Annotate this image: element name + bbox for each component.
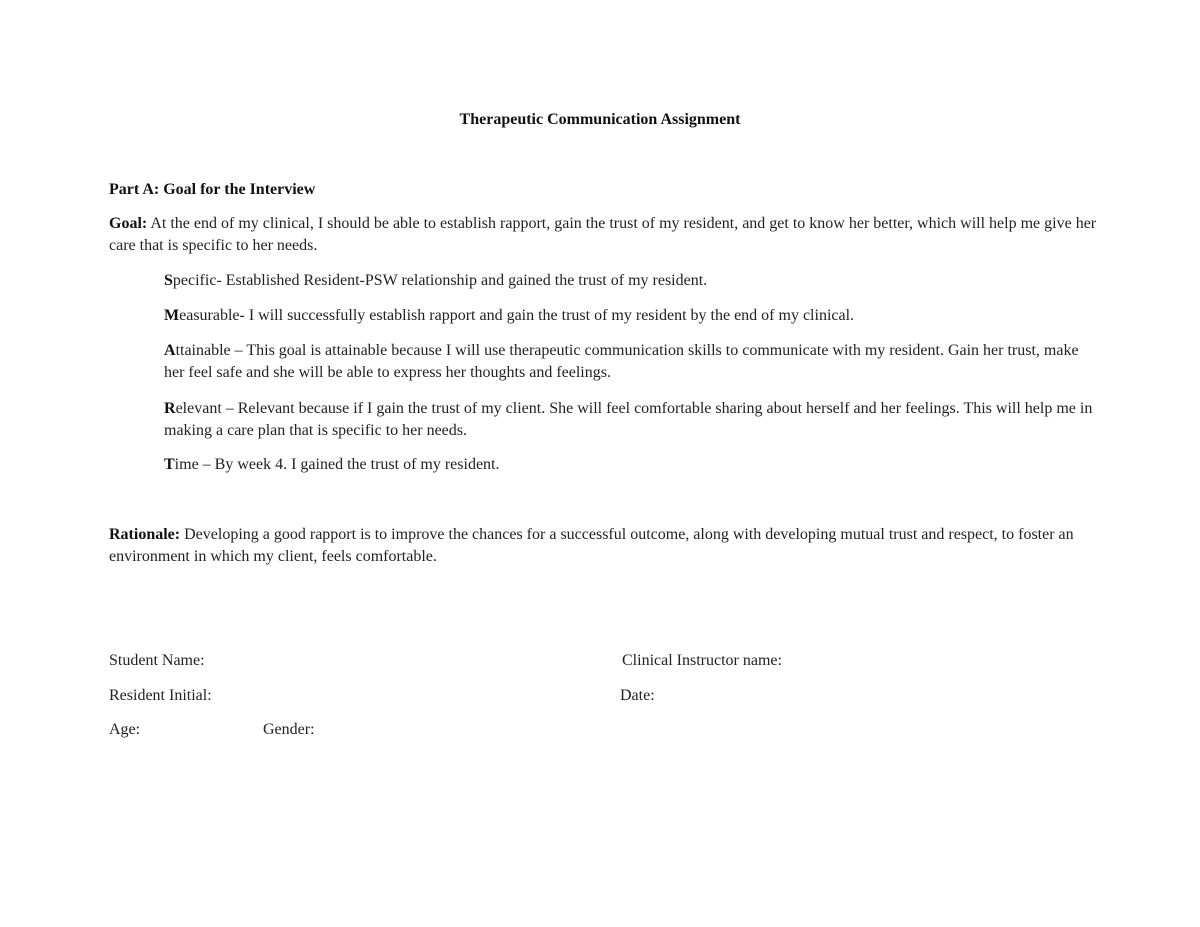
age-field: Age:	[109, 721, 141, 738]
smart-time-text: ime – By week 4. I gained the trust of my resident.	[174, 456, 500, 473]
resident-initial-field: Resident Initial:	[109, 687, 212, 704]
goal-paragraph	[109, 213, 1099, 257]
smart-relevant-text: elevant – Relevant because if I gain the trust of my client. She will feel comfortable sharing about herself and her feelings. This will help me in making a care plan that is specific to her needs.	[164, 400, 1093, 439]
student-name-field: Student Name:	[109, 652, 205, 669]
smart-time-item	[164, 454, 1099, 476]
smart-time-letter: T	[164, 456, 175, 473]
rationale-paragraph	[109, 524, 1079, 568]
clinical-instructor-name-field: Clinical Instructor name:	[622, 652, 782, 669]
smart-measurable-item	[164, 305, 1099, 327]
goal-text: At the end of my clinical, I should be able to establish rapport, gain the trust of my resident, and get to know her better, which will help me give her care that is specific to her needs.	[109, 215, 1097, 254]
smart-measurable-letter: M	[164, 307, 180, 324]
smart-relevant-letter: R	[164, 400, 176, 417]
smart-measurable-text: easurable- I will successfully establish rapport and gain the trust of my resident by the end of my clinical.	[179, 307, 855, 324]
gender-field: Gender:	[263, 721, 315, 738]
goal-label: Goal:	[109, 215, 148, 232]
rationale-label: Rationale:	[109, 526, 181, 543]
smart-relevant-item	[164, 398, 1099, 442]
rationale-text: Developing a good rapport is to improve the chances for a successful outcome, along with developing mutual trust and respect, to foster an environment in which my client, feels comfortable.	[109, 526, 1074, 565]
smart-attainable-item	[164, 340, 1099, 384]
smart-specific-letter: S	[164, 272, 173, 289]
smart-attainable-letter: A	[164, 342, 176, 359]
smart-specific-item	[164, 270, 1099, 292]
smart-specific-text: pecific- Established Resident-PSW relationship and gained the trust of my resident.	[172, 272, 708, 289]
date-field: Date:	[620, 687, 655, 704]
part-a-heading: Part A: Goal for the Interview	[109, 181, 316, 198]
smart-attainable-text: ttainable – This goal is attainable because I will use therapeutic communication skills to communicate with my resident. Gain her trust, make her feel safe and she will be able to express her thoughts and feelings.	[164, 342, 1079, 381]
document-title: Therapeutic Communication Assignment	[459, 111, 741, 128]
